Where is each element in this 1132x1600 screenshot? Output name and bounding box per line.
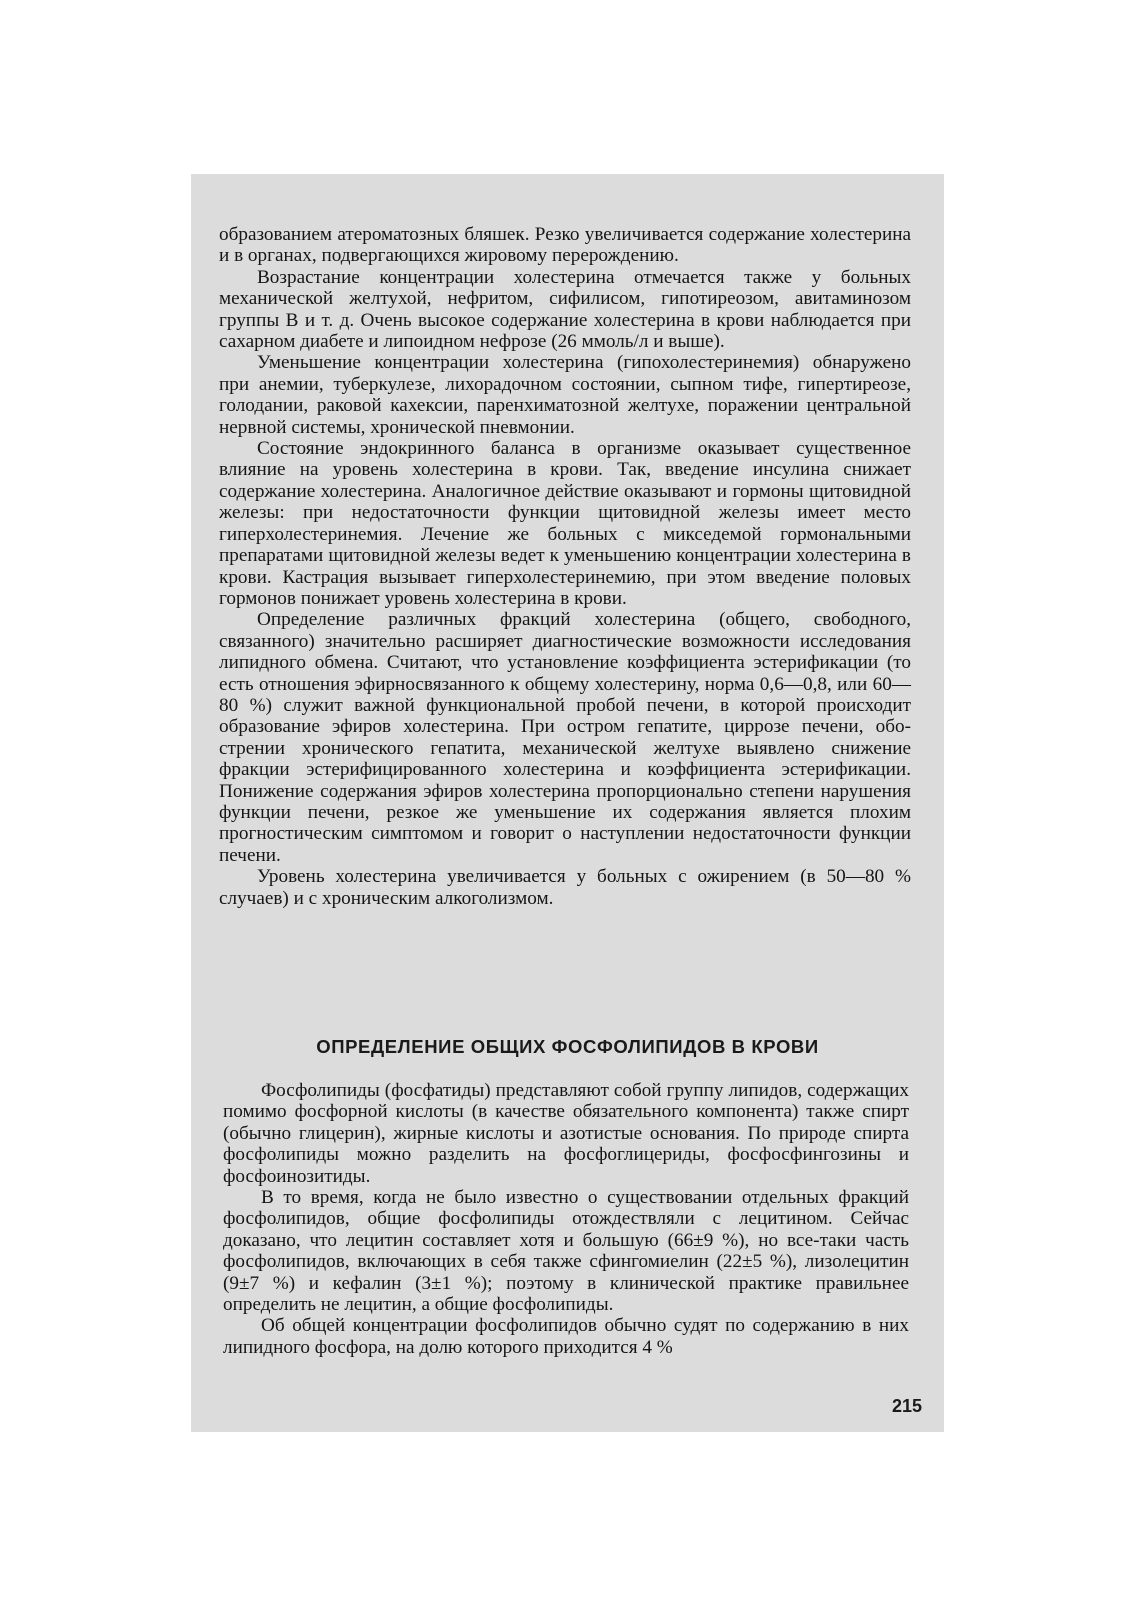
body-text-bottom	[223, 1080, 909, 1358]
paragraph: Состояние эндокринного баланса в организме оказывает существенное влияние на уровень холестерина в крови. Так, введение инсулина снижает содержание холестерина. Аналогичное действие оказывают и гормоны щитовидной железы: при недостаточности функции щитовидной железы имеет место гиперхолестеринемия. Лечение же больных с микседемой гормональными препаратами щитовидной железы ведет к уменьшению концентрации холестерина в крови. Кастрация вызывает гиперхолестеринемию, при этом введение половых гормонов понижает уровень холестерина в крови.	[219, 438, 911, 609]
paragraph: В то время, когда не было известно о существовании отдельных фракций фосфолипидов, общие фосфолипиды отождествляли с лецитином. Сейчас доказано, что лецитин составляет хотя и большую (66±9 %), но все-таки часть фосфолипидов, включающих в себя также сфингомиелин (22±5 %), лизолецитин (9±7 %) и кефалин (3±1 %); поэтому в клинической практике правильнее определить не лецитин, а общие фосфолипиды.	[223, 1187, 909, 1316]
body-text-top	[219, 224, 911, 909]
paragraph: Определение различных фракций холестерина (общего, свободного, связанного) значительно расширяет диагностические возможности исследования липидного обмена. Считают, что установление коэффициента эстерификации (то есть отношения эфирносвязанного к общему холестерину, норма 0,6—0,8, или 60—80 %) служит важной функциональной пробой печени, в которой происходит образование эфиров холестерина. При остром гепатите, циррозе печени, обострении хронического гепатита, механической желтухе выявлено снижение фракции эстерифицированного холестерина и коэффициента эстерификации. Понижение содержания эфиров холестерина пропорционально степени нарушения функции печени, резкое же уменьшение их содержания является плохим прогностическим симптомом и говорит о наступлении недостаточности функции печени.	[219, 609, 911, 866]
paragraph: Уменьшение концентрации холестерина (гипохолестеринемия) обнаружено при анемии, туберкулезе, лихорадочном состоянии, сыпном тифе, гипертиреозе, голодании, раковой кахексии, паренхиматозной желтухе, поражении центральной нервной системы, хронической пневмонии.	[219, 352, 911, 438]
paragraph: Фосфолипиды (фосфатиды) представляют собой группу липидов, содержащих помимо фосфорной кислоты (в качестве обязательного компонента) также спирт (обычно глицерин), жирные кислоты и азотистые основания. По природе спирта фосфолипиды можно разделить на фосфоглицериды, фосфосфингозины и фосфоинозитиды.	[223, 1080, 909, 1187]
paragraph: Возрастание концентрации холестерина отмечается также у больных механической желтухой, нефритом, сифилисом, гипотиреозом, авитаминозом группы В и т. д. Очень высокое содержание холестерина в крови наблюдается при сахарном диабете и липоидном нефрозе (26 ммоль/л и выше).	[219, 266, 911, 353]
page-number: 215	[891, 1396, 922, 1416]
paragraph: образованием атероматозных бляшек. Резко увеличивается содержание холестерина и в органах, подвергающихся жировому перерождению.	[219, 224, 911, 267]
section-heading: ОПРЕДЕЛЕНИЕ ОБЩИХ ФОСФОЛИПИДОВ В КРОВИ	[316, 1036, 819, 1057]
book-page	[191, 174, 944, 1432]
paragraph: Об общей концентрации фосфолипидов обычно судят по содержанию в них липидного фосфора, на долю которого приходится 4 %	[223, 1315, 909, 1358]
paragraph: Уровень холестерина увеличивается у больных с ожирением (в 50—80 % случаев) и с хроническим алкоголизмом.	[219, 866, 911, 909]
